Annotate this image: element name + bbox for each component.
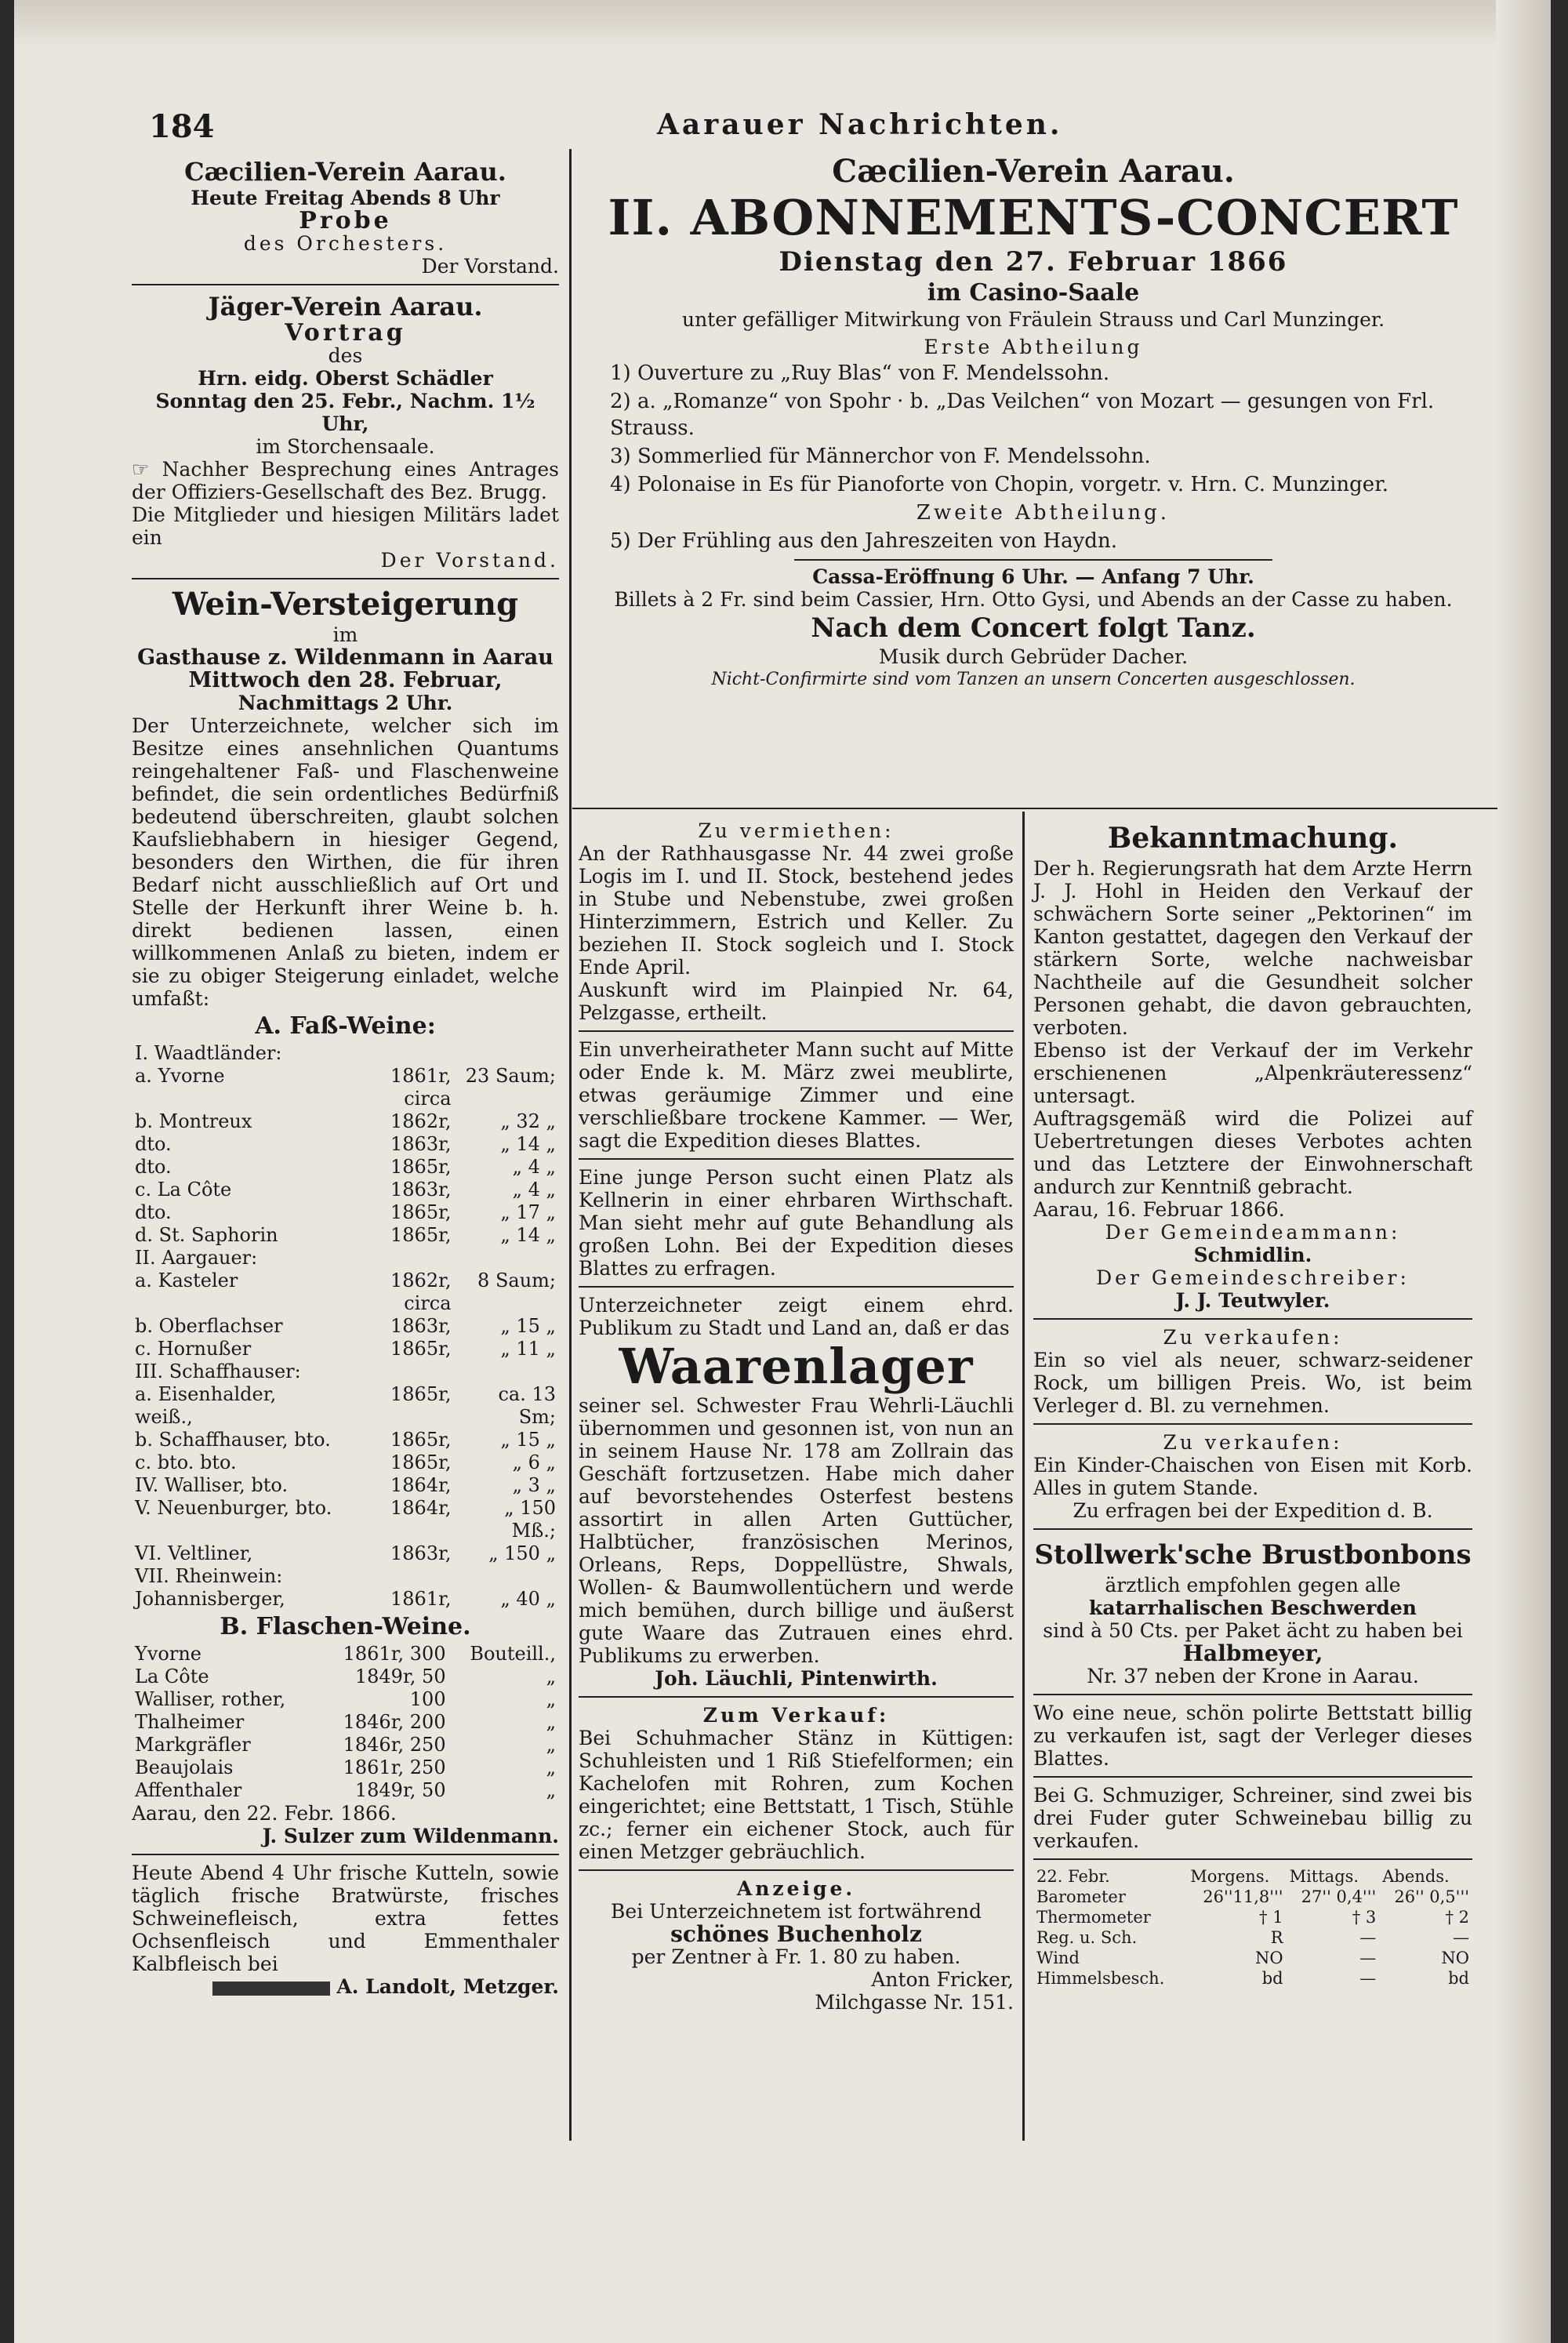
divider: [794, 559, 1272, 561]
caecilien-line3: des Orchesters.: [243, 232, 448, 255]
bekannt-name1: Schmidlin.: [1193, 1244, 1312, 1266]
jaeger-signature: Der Vorstand.: [380, 549, 559, 572]
waarenlager-notice: [579, 1294, 1014, 1690]
fass-row: [132, 1497, 559, 1542]
weather-row-cell: NO: [1254, 1949, 1283, 1967]
flaschen-row-cell: „: [546, 1734, 556, 1756]
bekannt-p2: Ebenso ist der Verkauf der im Verkehr erschienenen „Alpenkräuteressenz“ untersagt.: [1033, 1039, 1472, 1107]
fass-row-cell: „ 6 „: [512, 1451, 556, 1473]
jaeger-note: [132, 458, 559, 503]
weather-header: Morgens.: [1190, 1867, 1270, 1886]
weather-row-cell: —: [1453, 1928, 1469, 1947]
fass-row-cell: „ 14 „: [500, 1133, 556, 1155]
concert-date: Dienstag den 27. Februar 1866: [779, 246, 1288, 278]
fass-row-cell: [455, 1042, 559, 1065]
fass-row-cell: b. Oberflachser: [135, 1315, 283, 1337]
concert-note: Nicht-Confirmirte sind vom Tanzen an unsern Concerten ausgeschlossen.: [711, 670, 1356, 689]
fass-row: [132, 1565, 559, 1588]
page-number: 184: [149, 108, 215, 145]
fass-row-cell: 1863r,: [390, 1315, 452, 1337]
fass-row-cell: „ 4 „: [512, 1179, 556, 1201]
jaeger-notice: [132, 292, 559, 572]
fass-row: [132, 1224, 559, 1247]
fass-row-cell: dto.: [135, 1156, 172, 1178]
flaschen-row-cell: 1849r, 50: [354, 1779, 446, 1801]
weather-row-cell: —: [1359, 1969, 1377, 1988]
stollwerk-address: Nr. 37 neben der Krone in Aarau.: [1087, 1665, 1419, 1687]
divider: [1033, 1423, 1472, 1425]
flaschen-row-cell: „: [546, 1688, 556, 1710]
stollwerk-name: Halbmeyer,: [1182, 1640, 1323, 1666]
bettstatt-notice: Wo eine neue, schön polirte Bettstatt billig zu verkaufen ist, sagt der Verleger dieses Blattes.: [1033, 1702, 1472, 1770]
left-column: [132, 157, 559, 1998]
fass-row-cell: b. Schaffhauser, bto.: [135, 1429, 331, 1451]
fass-row-cell: c. bto. bto.: [135, 1451, 237, 1473]
flaschen-row-cell: 1846r, 250: [343, 1734, 446, 1756]
flaschen-row: [132, 1643, 559, 1666]
weather-row-cell: —: [1359, 1949, 1377, 1967]
concert-venue: im Casino-Saale: [927, 279, 1140, 307]
fass-row: [132, 1179, 559, 1201]
wein-signature: J. Sulzer zum Wildenmann.: [262, 1825, 559, 1847]
weather-table: [1033, 1866, 1472, 1989]
divider: [579, 1030, 1014, 1032]
weather-row-cell: 26''11,8''': [1203, 1887, 1283, 1906]
fass-row-cell: 23 Saum;: [465, 1065, 556, 1087]
divider: [579, 1696, 1014, 1698]
fass-row: [132, 1429, 559, 1451]
wein-place: Gasthause z. Wildenmann in Aarau: [137, 645, 554, 670]
fass-row-cell: 1865r,: [390, 1383, 452, 1405]
program-item-2: 2) a. „Romanze“ von Spohr · b. „Das Veilchen“ von Mozart — gesungen von Frl. Strauss.: [610, 390, 1435, 440]
anzeige-signature: Anton Fricker,: [871, 1968, 1014, 1991]
weather-row-cell: † 1: [1259, 1908, 1283, 1927]
weather-row-cell: NO: [1441, 1949, 1469, 1967]
weather-row-cell: Reg. u. Sch.: [1036, 1928, 1138, 1947]
flaschen-row-cell: „: [546, 1779, 556, 1801]
caecilien-notice: [132, 157, 559, 278]
flaschen-row-cell: 1861r, 250: [343, 1756, 446, 1778]
kutteln-signature-line: [132, 1975, 559, 1998]
fass-row-cell: 1864r,: [390, 1474, 452, 1496]
fass-row-cell: d. St. Saphorin: [135, 1224, 278, 1246]
flaschen-row-cell: 100: [409, 1688, 446, 1710]
stollwerk-l1: ärztlich empfohlen gegen alle: [1105, 1574, 1401, 1597]
weather-row-cell: Wind: [1036, 1949, 1080, 1967]
divider: [1033, 1694, 1472, 1695]
divider: [1033, 1858, 1472, 1860]
flaschen-table: [132, 1643, 559, 1802]
fass-row-cell: „ 40 „: [500, 1588, 556, 1610]
fass-row-cell: „ 11 „: [500, 1338, 556, 1360]
weather-header: 22. Febr.: [1036, 1867, 1110, 1886]
divider: [579, 1869, 1014, 1871]
caecilien-line1: Heute Freitag Abends 8 Uhr: [191, 187, 500, 209]
kutteln-text: Heute Abend 4 Uhr frische Kutteln, sowie täglich frische Bratwürste, frisches Schweinefleisch, extra fettes Ochsenfleisch und Emmenthaler Kalbfleisch bei: [132, 1862, 559, 1975]
concert-part1: Erste Abtheilung: [924, 336, 1143, 358]
wein-body: Der Unterzeichnete, welcher sich im Besitze eines ansehnlichen Quantums reingehaltener Faß- und Flaschenweine befindet, die sein ordentliches Bedürfniß bedeutend überschreiten, glaubt solchen Kaufsliebhabern in hiesiger Gegend, besonders den Wirthen, die für ihren Bedarf nicht ausschließlich auf Ort und Stelle der Herkunft ihrer Weine b. h. direkt bedienen lassen, einen willkommenen Anlaß zu bieten, indem er sie zu obiger Steigerung einladet, welche umfaßt:: [132, 714, 559, 1010]
fass-row-cell: [339, 1247, 455, 1270]
weather-row: [1033, 1927, 1472, 1948]
fass-row-cell: 1862r,: [390, 1110, 452, 1132]
fass-row-cell: [455, 1360, 559, 1383]
jaeger-speaker: Hrn. eidg. Oberst Schädler: [198, 367, 493, 390]
concert-title: II. ABONNEMENTS-CONCERT: [608, 189, 1459, 246]
stollwerk-title: Stollwerk'sche Brustbonbons: [1034, 1539, 1472, 1571]
fass-row: [132, 1338, 559, 1360]
fass-row-cell: 1863r,: [390, 1542, 452, 1564]
kellnerin-notice: Eine junge Person sucht einen Platz als Kellnerin in einer ehrbaren Wirthschaft. Man sieht mehr auf gute Behandlung als großen Lohn. Bei der Expedition dieses Blattes zu erfragen.: [579, 1166, 1014, 1280]
fass-row-cell: c. La Côte: [135, 1179, 232, 1201]
weather-row-cell: 26'' 0,5''': [1394, 1887, 1469, 1906]
weather-row-cell: bd: [1448, 1969, 1469, 1988]
fass-row: [132, 1270, 559, 1315]
flaschen-row-cell: Yvorne: [135, 1643, 201, 1665]
newspaper-page: [14, 0, 1551, 2343]
schweine-notice: Bei G. Schmuziger, Schreiner, sind zwei bis drei Fuder guter Schweinebau billig zu verkaufen.: [1033, 1784, 1472, 1852]
caecilien-signature: Der Vorstand.: [421, 255, 559, 278]
verkauf-text: Bei Schuhmacher Stänz in Küttigen: Schuhleisten und 1 Riß Stiefelformen; ein Kachelofen mit Rohren, zum Kochen eingerichtet; eine Bettstatt, 1 Tisch, Stühle zc.; ferner ein eichener Stock, auch für einen Metzger gebräuchlich.: [579, 1727, 1014, 1863]
fass-row-cell: 8 Saum;: [477, 1270, 556, 1291]
chaise-info: Zu erfragen bei der Expedition d. B.: [1073, 1499, 1433, 1522]
wein-im: im: [332, 623, 358, 646]
middle-column: [579, 819, 1014, 2014]
concert-times: Cassa-Eröffnung 6 Uhr. — Anfang 7 Uhr.: [812, 565, 1254, 588]
wein-section-b: B. Flaschen-Weine.: [220, 1613, 471, 1640]
divider: [1033, 1776, 1472, 1778]
mann-notice: Ein unverheiratheter Mann sucht auf Mitte oder Ende k. M. März zwei meublirte, etwas geräumige Zimmer und eine verschließbare trockene Kammer. — Wer, sagt die Expedition dieses Blattes.: [579, 1038, 1014, 1152]
bekannt-name2: J. J. Teutwyler.: [1175, 1289, 1330, 1312]
concert-dance: Nach dem Concert folgt Tanz.: [811, 612, 1256, 644]
concert-program: [590, 360, 1476, 554]
caecilien-title: Cæcilien-Verein Aarau.: [184, 157, 506, 187]
bekannt-role1: Der Gemeindeammann:: [1105, 1221, 1401, 1244]
wein-section-a: A. Faß-Weine:: [255, 1012, 436, 1040]
weather-row-cell: —: [1359, 1928, 1377, 1947]
fass-row-cell: 1865r,: [390, 1156, 452, 1178]
program-item-1: 1) Ouverture zu „Ruy Blas“ von F. Mendelssohn.: [610, 361, 1110, 385]
jaeger-vortrag: Vortrag: [285, 319, 406, 347]
divider: [132, 284, 559, 285]
waarenlager-signature: Joh. Läuchli, Pintenwirth.: [655, 1667, 938, 1690]
fass-row-cell: 1861r,: [390, 1588, 452, 1610]
flaschen-row: [132, 1756, 559, 1779]
caecilien-probe: Probe: [299, 207, 392, 234]
bekannt-p3: Auftragsgemäß wird die Polizei auf Uebertretungen dieses Verbotes achten und das Letztere der Einwohnerschaft andurch zur Kenntniß gebracht.: [1033, 1107, 1472, 1198]
flaschen-row-cell: La Côte: [135, 1666, 209, 1687]
weather-row: [1033, 1968, 1472, 1989]
concert-bottom-rule: [572, 808, 1497, 809]
divider: [1033, 1528, 1472, 1530]
kutteln-signature: A. Landolt, Metzger.: [336, 1975, 559, 1998]
column-divider-mid: [1022, 812, 1025, 2141]
waarenlager-text: seiner sel. Schwester Frau Wehrli-Läuchli übernommen und gesonnen ist, von nun an in seinem Hause Nr. 178 am Zollrain das Geschäft fortzusetzen. Habe mich daher auf bevorstehendes Osterfest bestens assortirt in allen Arten Guttücher, Halbtücher, französischen Merinos, Orleans, Reps, Doppellüstre, Shwals, Wollen- & Baumwollentüchern und werde mich bemühen, durch billige und äußerst gute Waare das Zutrauen eines ehrd. Publikums zu erwerben.: [579, 1394, 1014, 1667]
fass-row: [132, 1474, 559, 1497]
fass-row-cell: IV. Walliser, bto.: [135, 1474, 289, 1496]
fass-row: [132, 1451, 559, 1474]
concert-tickets: Billets à 2 Fr. sind beim Cassier, Hrn. Otto Gysi, und Abends an der Casse zu haben.: [614, 588, 1453, 611]
concert-music: Musik durch Gebrüder Dacher.: [878, 645, 1189, 668]
chaise-text: Ein Kinder-Chaischen von Eisen mit Korb. Alles in gutem Stande.: [1033, 1454, 1472, 1499]
wein-date: Mittwoch den 28. Februar,: [188, 668, 503, 692]
divider: [132, 578, 559, 579]
jaeger-invite: Die Mitglieder und hiesigen Militärs ladet ein: [132, 503, 559, 549]
program-item-3: 3) Sommerlied für Männerchor von F. Mendelssohn.: [610, 445, 1151, 468]
fass-row-cell: 1865r,: [390, 1429, 452, 1451]
bekannt-role2: Der Gemeindeschreiber:: [1096, 1266, 1410, 1289]
stollwerk-l2: katarrhalischen Beschwerden: [1089, 1597, 1417, 1619]
weather-row-cell: † 3: [1352, 1908, 1377, 1927]
concert-announcement: [590, 153, 1476, 691]
fass-row-cell: „ 150 „: [488, 1542, 556, 1564]
anzeige-product: schönes Buchenholz: [670, 1921, 922, 1947]
flaschen-row-cell: 1849r, 50: [354, 1666, 446, 1687]
fass-row: [132, 1360, 559, 1383]
fass-row-cell: VI. Veltliner,: [135, 1542, 253, 1564]
fass-row-cell: „ 150 Mß.;: [504, 1497, 556, 1542]
fass-table: [132, 1042, 559, 1611]
fass-row-cell: a. Kasteler: [135, 1270, 238, 1291]
page-right-shadow: [1496, 0, 1551, 2343]
chaise-notice: [1033, 1431, 1472, 1522]
weather-row-cell: Barometer: [1036, 1887, 1126, 1906]
paper-title: Aarauer Nachrichten.: [657, 108, 1063, 141]
fass-row-cell: dto.: [135, 1201, 172, 1223]
right-column: [1033, 819, 1472, 1989]
anzeige-address: Milchgasse Nr. 151.: [815, 1991, 1014, 2014]
vermiethen-notice: [579, 819, 1014, 1024]
fass-row-cell: a. Yvorne: [135, 1065, 225, 1087]
jaeger-note-text: Nachher Besprechung eines Antrages der Offiziers-Gesellschaft des Bez. Brugg.: [132, 458, 559, 503]
flaschen-row-cell: „: [546, 1666, 556, 1687]
bekannt-dateline: Aarau, 16. Februar 1866.: [1033, 1198, 1285, 1221]
fass-row-cell: [455, 1247, 559, 1270]
fass-row-cell: „ 15 „: [500, 1429, 556, 1451]
fass-row-cell: V. Neuenburger, bto.: [135, 1497, 332, 1519]
concert-part2: Zweite Abtheilung.: [916, 501, 1171, 525]
column-divider-left: [569, 149, 572, 2141]
weather-row: [1033, 1907, 1472, 1927]
flaschen-row-cell: Affenthaler: [135, 1779, 242, 1801]
fass-row-cell: 1865r,: [390, 1451, 452, 1473]
fass-row: [132, 1588, 559, 1611]
vermiethen-info: Auskunft wird im Plainpied Nr. 64, Pelzgasse, ertheilt.: [579, 979, 1014, 1024]
fass-row-cell: c. Hornußer: [135, 1338, 252, 1360]
bekanntmachung-notice: [1033, 819, 1472, 1312]
program-item-4: 4) Polonaise in Es für Pianoforte von Chopin, vorgetr. v. Hrn. C. Munzinger.: [610, 473, 1389, 496]
anzeige-text: Bei Unterzeichnetem ist fortwährend: [611, 1900, 982, 1923]
ink-blot: [212, 1982, 330, 1996]
weather-row: [1033, 1948, 1472, 1968]
kutteln-notice: [132, 1862, 559, 1998]
jaeger-des: des: [328, 344, 363, 367]
rock-text: Ein so viel als neuer, schwarz-seidener Rock, um billigen Preis. Wo, ist beim Verleger d. Bl. zu vernehmen.: [1033, 1349, 1472, 1417]
fass-row-cell: 1862r, circa: [390, 1270, 452, 1314]
weather-header: Abends.: [1382, 1867, 1450, 1886]
vermiethen-title: Zu vermiethen:: [698, 819, 895, 842]
fass-row-cell: ca. 13 Sm;: [498, 1383, 556, 1428]
jaeger-title: Jäger-Verein Aarau.: [208, 292, 483, 321]
fass-row: [132, 1156, 559, 1179]
fass-row-cell: 1861r, circa: [390, 1065, 452, 1110]
flaschen-row-cell: Walliser, rother,: [135, 1688, 286, 1710]
fass-row-cell: „ 4 „: [512, 1156, 556, 1178]
fass-row-cell: Johannisberger,: [135, 1588, 285, 1610]
fass-row-cell: [455, 1565, 559, 1588]
chaise-title: Zu verkaufen:: [1163, 1431, 1343, 1454]
weather-row-cell: Thermometer: [1036, 1908, 1151, 1927]
flaschen-row: [132, 1734, 559, 1756]
verkauf-notice: [579, 1704, 1014, 1863]
fass-row-cell: b. Montreux: [135, 1110, 252, 1132]
fass-row: [132, 1542, 559, 1565]
fass-row-cell: 1863r,: [390, 1179, 452, 1201]
fass-row-cell: III. Schaffhauser:: [135, 1360, 301, 1382]
flaschen-row-cell: „: [546, 1711, 556, 1733]
fass-row-cell: [339, 1042, 455, 1065]
flaschen-row-cell: Beaujolais: [135, 1756, 234, 1778]
flaschen-row: [132, 1711, 559, 1734]
flaschen-row-cell: „: [546, 1756, 556, 1778]
fass-row-cell: II. Aargauer:: [135, 1247, 258, 1269]
bekannt-title: Bekanntmachung.: [1107, 822, 1399, 855]
divider: [1033, 1318, 1472, 1320]
fass-row-cell: „ 14 „: [500, 1224, 556, 1246]
fass-row-cell: I. Waadtländer:: [135, 1042, 282, 1064]
flaschen-row-cell: Thalheimer: [135, 1711, 245, 1733]
fass-row: [132, 1133, 559, 1156]
fass-row-cell: 1865r,: [390, 1338, 452, 1360]
fass-row-cell: „ 32 „: [500, 1110, 556, 1132]
weather-row-cell: Himmelsbesch.: [1036, 1969, 1165, 1988]
fass-row-cell: 1864r,: [390, 1497, 452, 1519]
divider: [579, 1158, 1014, 1160]
wein-title: Wein-Versteigerung: [172, 586, 519, 623]
anzeige-title: Anzeige.: [736, 1877, 856, 1900]
wein-time: Nachmittags 2 Uhr.: [238, 692, 453, 714]
fass-row: [132, 1383, 559, 1429]
wein-dateline: Aarau, den 22. Febr. 1866.: [132, 1802, 397, 1825]
flaschen-row: [132, 1688, 559, 1711]
concert-society: Cæcilien-Verein Aarau.: [832, 153, 1235, 190]
jaeger-place: im Storchensaale.: [256, 435, 435, 458]
fass-row: [132, 1201, 559, 1224]
flaschen-row-cell: Bouteill.,: [470, 1643, 556, 1665]
vermiethen-text: An der Rathhausgasse Nr. 44 zwei große Logis im I. und II. Stock, bestehend jedes in Stube und Nebenstube, zwei großen Hinterzimmern, Estrich und Keller. Zu beziehen II. Stock sogleich und I. Stock Ende April.: [579, 842, 1014, 979]
wein-notice: [132, 586, 559, 1847]
fass-row: [132, 1315, 559, 1338]
concert-performers: unter gefälliger Mitwirkung von Fräulein Strauss und Carl Munzinger.: [681, 308, 1385, 331]
fass-row-cell: „ 17 „: [500, 1201, 556, 1223]
fass-row: [132, 1110, 559, 1133]
weather-row-cell: 27'' 0,4''': [1301, 1887, 1377, 1906]
fass-row-cell: [339, 1565, 455, 1588]
fass-row-cell: dto.: [135, 1133, 172, 1155]
weather-header: Mittags.: [1289, 1867, 1359, 1886]
stollwerk-notice: [1033, 1536, 1472, 1687]
flaschen-row-cell: Markgräfler: [135, 1734, 251, 1756]
fass-row-cell: 1865r,: [390, 1224, 452, 1246]
divider: [132, 1854, 559, 1855]
divider: [579, 1286, 1014, 1288]
verkauf-title: Zum Verkauf:: [702, 1704, 890, 1727]
fass-row-cell: „ 15 „: [500, 1315, 556, 1337]
flaschen-row: [132, 1779, 559, 1802]
fass-row-cell: „ 3 „: [512, 1474, 556, 1496]
page-top-edge: [14, 0, 1551, 49]
waarenlager-title: Waarenlager: [619, 1338, 974, 1395]
fass-row-cell: a. Eisenhalder, weiß.,: [135, 1383, 277, 1428]
fass-row-cell: 1863r,: [390, 1133, 452, 1155]
anzeige-price: per Zentner à Fr. 1. 80 zu haben.: [631, 1945, 961, 1968]
rock-notice: [1033, 1326, 1472, 1417]
flaschen-row-cell: 1861r, 300: [343, 1643, 446, 1665]
fass-row: [132, 1042, 559, 1065]
anzeige-notice: [579, 1877, 1014, 2014]
weather-row-cell: bd: [1261, 1969, 1283, 1988]
weather-row-cell: † 2: [1445, 1908, 1469, 1927]
flaschen-row: [132, 1666, 559, 1688]
fass-row-cell: 1865r,: [390, 1201, 452, 1223]
rock-title: Zu verkaufen:: [1163, 1326, 1343, 1349]
pointing-hand-icon: ☞: [132, 458, 162, 481]
fass-row: [132, 1065, 559, 1110]
fass-row: [132, 1247, 559, 1270]
flaschen-row-cell: 1846r, 200: [343, 1711, 446, 1733]
weather-row: [1033, 1887, 1472, 1907]
weather-row-cell: R: [1270, 1928, 1283, 1947]
fass-row-cell: [339, 1360, 455, 1383]
program-item-5: 5) Der Frühling aus den Jahreszeiten von Haydn.: [610, 529, 1117, 553]
jaeger-date: Sonntag den 25. Febr., Nachm. 1½ Uhr,: [155, 390, 535, 435]
waarenlager-intro: Unterzeichneter zeigt einem ehrd. Publikum zu Stadt und Land an, daß er das: [579, 1294, 1014, 1339]
fass-row-cell: VII. Rheinwein:: [135, 1565, 283, 1587]
bekannt-p1: Der h. Regierungsrath hat dem Arzte Herrn J. J. Hohl in Heiden den Verkauf der schwächern Sorte seiner „Pektorinen“ im Kanton gestattet, dagegen den Verkauf der stärkern Sorte, welche nachweisbar Nachtheile auf die Gesundheit solcher Personen gehabt, die davon gebrauchten, verboten.: [1033, 857, 1472, 1039]
stollwerk-l3: sind à 50 Cts. per Paket ächt zu haben bei: [1043, 1619, 1463, 1642]
